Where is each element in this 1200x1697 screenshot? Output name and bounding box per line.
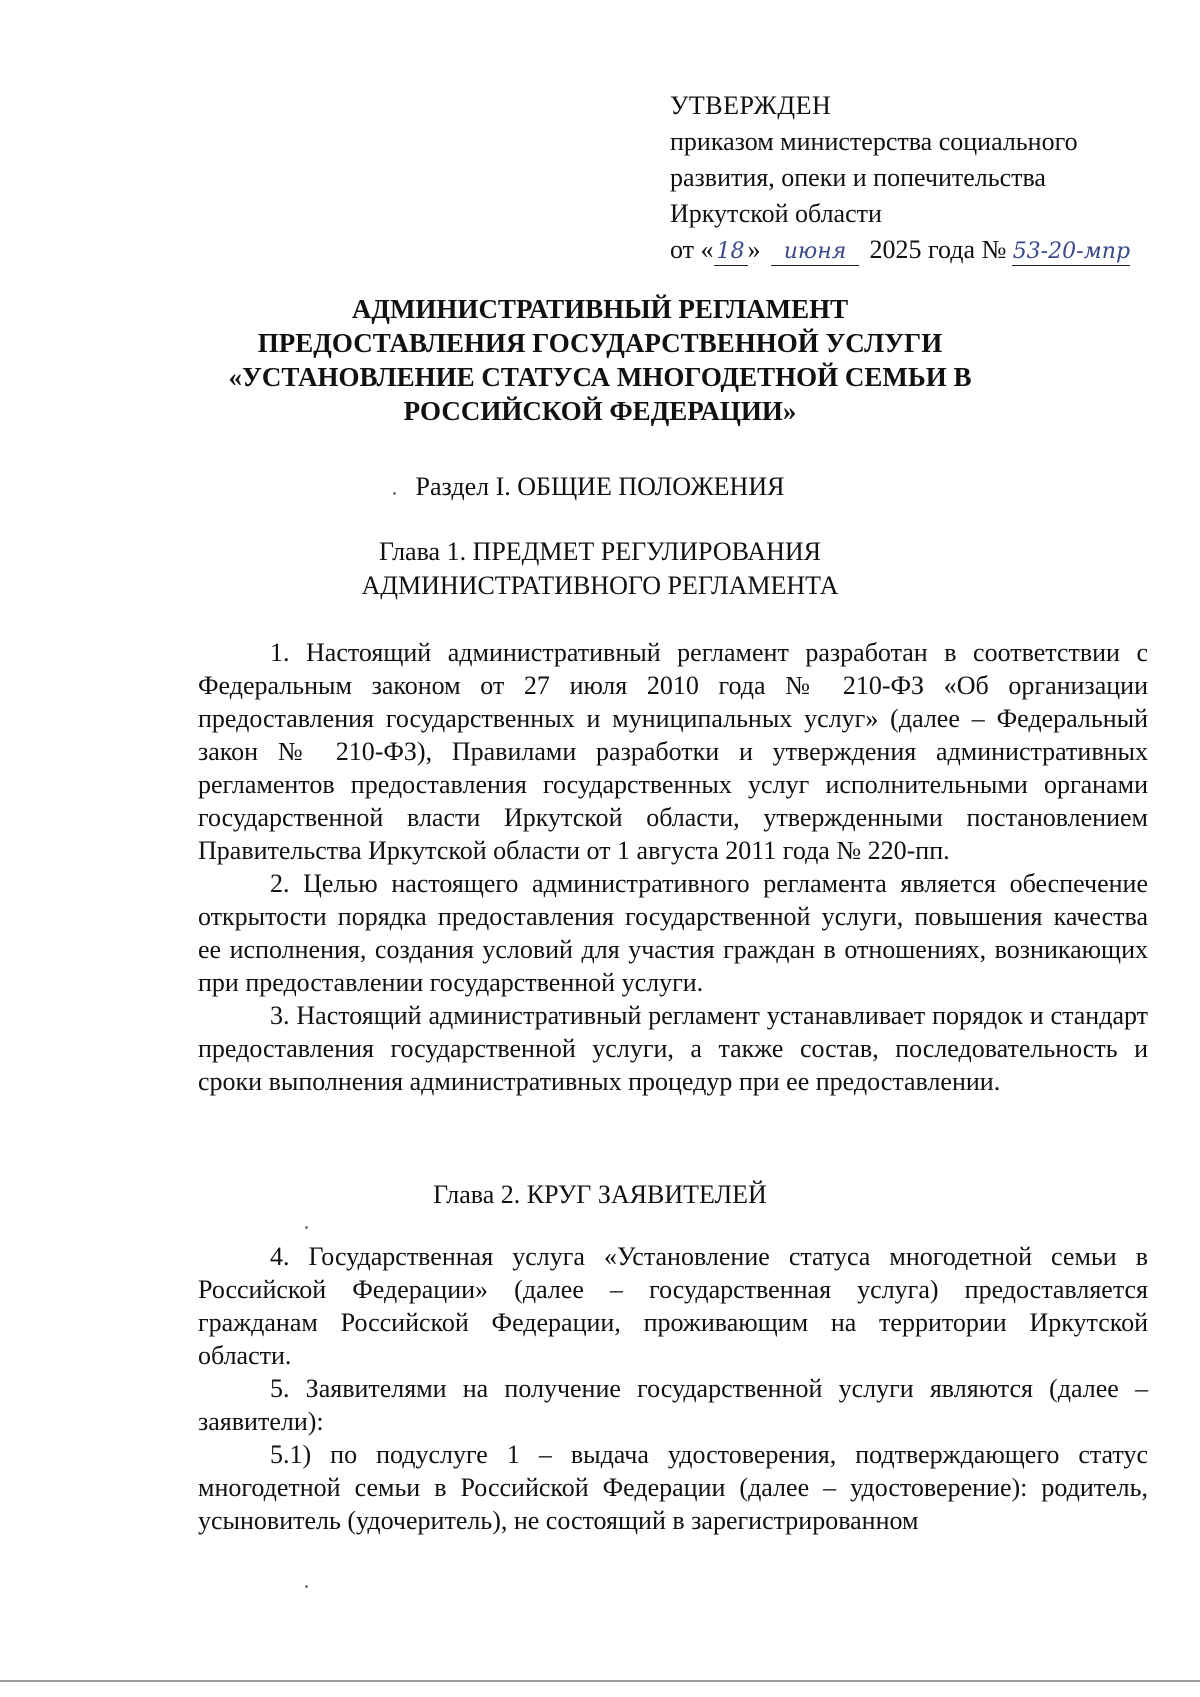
paragraph-5: 5. Заявителями на получение государственной услуги являются (далее – заявители): <box>198 1374 1148 1436</box>
chapter-2-heading <box>180 1178 1020 1212</box>
approval-line: развития, опеки и попечительства <box>670 163 1046 192</box>
title-line: «УСТАНОВЛЕНИЕ СТАТУСА МНОГОДЕТНОЙ СЕМЬИ В <box>228 362 972 392</box>
chapter-1-heading-line: АДМИНИСТРАТИВНОГО РЕГЛАМЕНТА <box>361 571 839 600</box>
handwritten-month: июня <box>771 239 859 266</box>
handwritten-day: 18 <box>714 239 748 266</box>
scan-bottom-edge <box>0 1680 1200 1682</box>
chapter-2-body <box>198 1240 1148 1537</box>
paragraph-3: 3. Настоящий административный регламент устанавливает порядок и стандарт предоставления государственной услуги, а также состав, последовательность и сроки выполнения административных процедур при ее предоставлении. <box>198 1001 1148 1096</box>
paragraph-2: 2. Целью настоящего административного регламента является обеспечение открытости порядка предоставления государственной услуги, повышения качества ее исполнения, создания условий для участия граждан в отношениях, возникающих при предоставлении государственной услуги. <box>198 869 1148 997</box>
title-line: АДМИНИСТРАТИВНЫЙ РЕГЛАМЕНТ <box>351 294 849 324</box>
date-year-text: 2025 года № <box>869 235 1007 264</box>
document-title <box>180 292 1020 428</box>
chapter-1-body <box>198 636 1148 1098</box>
section-heading <box>180 470 1020 504</box>
paragraph-1: 1. Настоящий административный регламент разработан в соответствии с Федеральным законом от 27 июля 2010 года № 210-ФЗ «Об организации предоставления государственных и муниципальных услуг» (далее – Федеральный закон № 210-ФЗ), Правилами разработки и утверждения административных регламентов предоставления государственных услуг исполнительными органами государственной власти Иркутской области, утвержденными постановлением Правительства Иркутской области от 1 августа 2011 года № 220-пп. <box>198 638 1148 865</box>
paragraph-5-1: 5.1) по подуслуге 1 – выдача удостоверения, подтверждающего статус многодетной семьи в Российской Федерации (далее – удостоверение): родитель, усыновитель (удочеритель), не состоящий в зарегистрированном <box>198 1440 1148 1535</box>
title-line: ПРЕДОСТАВЛЕНИЯ ГОСУДАРСТВЕННОЙ УСЛУГИ <box>257 328 943 358</box>
handwritten-order-number: 53-20-мпр <box>1012 239 1131 264</box>
date-prefix: от « <box>670 235 714 264</box>
approval-date-line <box>670 232 1190 268</box>
chapter-2-heading-text: Глава 2. КРУГ ЗАЯВИТЕЛЕЙ <box>433 1180 767 1209</box>
chapter-1-heading-line: Глава 1. ПРЕДМЕТ РЕГУЛИРОВАНИЯ <box>379 537 821 566</box>
chapter-1-heading <box>180 535 1020 603</box>
approval-line: Иркутской области <box>670 199 882 228</box>
section-heading-text: Раздел I. ОБЩИЕ ПОЛОЖЕНИЯ <box>415 472 785 501</box>
paragraph-4: 4. Государственная услуга «Установление статуса многодетной семьи в Российской Федерации» (далее – государственная услуга) предоставляется гражданам Российской Федерации, проживающим на территории Иркутской области. <box>198 1242 1148 1370</box>
approval-heading: УТВЕРЖДЕН <box>670 91 832 120</box>
date-day-suffix: » <box>747 235 761 264</box>
approval-line: приказом министерства социального <box>670 127 1078 156</box>
approval-block <box>670 88 1190 268</box>
title-line: РОССИЙСКОЙ ФЕДЕРАЦИИ» <box>403 396 797 426</box>
